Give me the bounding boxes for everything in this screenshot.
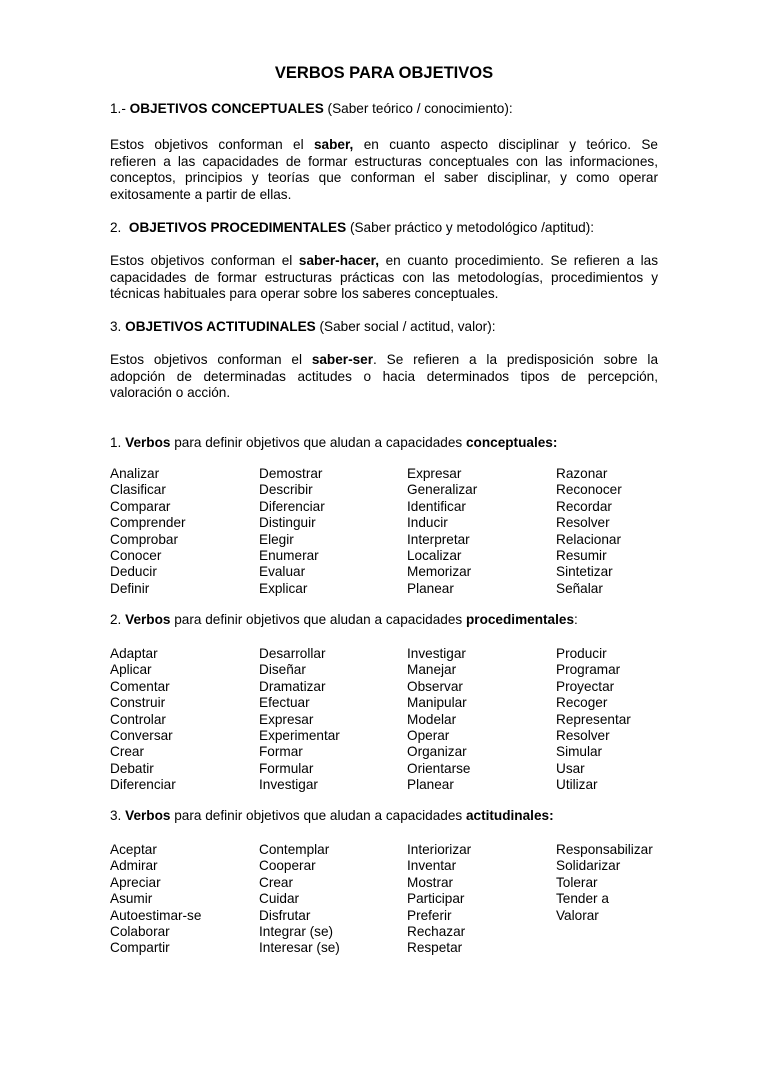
paragraph-line: técnicas habituales para operar sobre los saberes conceptuales. (110, 286, 499, 302)
verb-cell: Utilizar (556, 777, 598, 793)
verb-cell: Proyectar (556, 678, 615, 694)
verb-cell: Simular (556, 744, 603, 760)
verb-row (110, 695, 670, 711)
section-3-title: OBJETIVOS ACTITUDINALES (125, 319, 316, 334)
verb-cell: Crear (110, 744, 144, 760)
verb-cell: Dramatizar (259, 678, 326, 694)
section-3-subtitle: (Saber social / actitud, valor): (315, 319, 496, 334)
verb-cell: Conversar (110, 727, 173, 743)
verb-cell: Localizar (407, 547, 462, 563)
verb-row (110, 662, 670, 678)
verb-cell: Construir (110, 695, 166, 711)
verb-cell: Apreciar (110, 874, 161, 890)
verb-cell: Resumir (556, 547, 607, 563)
verb-row (110, 499, 670, 515)
verb-list-2-table (110, 646, 670, 794)
verb-cell: Señalar (556, 580, 603, 596)
verb-row (110, 482, 670, 498)
verb-cell: Rechazar (407, 923, 466, 939)
verb-cell: Describir (259, 482, 313, 498)
verb-cell: Diferenciar (259, 498, 325, 514)
section-2-subtitle: (Saber práctico y metodológico /aptitud): (346, 220, 595, 235)
verb-row (110, 908, 670, 924)
verb-row (110, 515, 670, 531)
section-1-number: 1.- (110, 101, 130, 116)
verb-row (110, 875, 670, 891)
verb-row (110, 532, 670, 548)
verb-cell: Aceptar (110, 842, 157, 857)
verb-cell: Debatir (110, 760, 154, 776)
verb-cell: Diferenciar (110, 777, 176, 793)
verb-cell: Contemplar (259, 842, 330, 857)
verb-cell: Asumir (110, 891, 153, 907)
verb-row (110, 581, 670, 597)
paragraph-line: Estos objetivos conforman el saber, en cuanto aspecto disciplinar y teórico. Se (110, 137, 658, 152)
verb-cell: Expresar (259, 711, 314, 727)
verb-row (110, 858, 670, 874)
verb-list-3-table (110, 842, 670, 957)
verb-cell: Participar (407, 891, 465, 907)
verb-cell: Diseñar (259, 662, 306, 678)
verb-list-2-heading: 2. Verbos para definir objetivos que aludan a capacidades procedimentales: (110, 612, 578, 627)
verb-cell: Clasificar (110, 482, 166, 498)
verb-row (110, 924, 670, 940)
verb-cell: Comprender (110, 515, 186, 531)
paragraph-line: valoración o acción. (110, 385, 231, 401)
verb-row (110, 940, 670, 956)
verb-cell: Planear (407, 580, 454, 596)
section-2-heading (110, 220, 658, 237)
verb-cell: Producir (556, 646, 607, 661)
verb-row (110, 712, 670, 728)
verb-cell: Demostrar (259, 466, 323, 481)
verb-cell: Mostrar (407, 874, 454, 890)
verb-cell: Investigar (407, 646, 466, 661)
section-1-subtitle: (Saber teórico / conocimiento): (323, 101, 513, 116)
verb-cell: Distinguir (259, 515, 316, 531)
verb-cell: Modelar (407, 711, 457, 727)
verb-cell: Crear (259, 874, 293, 890)
verb-cell: Generalizar (407, 482, 478, 498)
verb-list-1-table (110, 466, 670, 597)
verb-cell: Resolver (556, 515, 610, 531)
verb-row (110, 744, 670, 760)
verb-cell: Planear (407, 777, 454, 793)
verb-list-1-heading: 1. Verbos para definir objetivos que aludan a capacidades conceptuales: (110, 435, 558, 450)
verb-row (110, 548, 670, 564)
paragraph-line: Estos objetivos conforman el saber-ser. Se refieren a la predisposición sobre la (110, 352, 659, 367)
verb-cell: Operar (407, 727, 450, 743)
verb-cell: Inventar (407, 858, 457, 874)
verb-cell: Inducir (407, 515, 448, 531)
verb-cell: Efectuar (259, 695, 310, 711)
section-2-title: OBJETIVOS PROCEDIMENTALES (128, 220, 347, 235)
verb-cell: Aplicar (110, 662, 152, 678)
verb-row (110, 564, 670, 580)
section-3-heading (110, 319, 658, 336)
verb-row (110, 679, 670, 695)
verb-cell: Manipular (407, 695, 467, 711)
verb-cell: Identificar (407, 498, 466, 514)
verb-cell: Interesar (se) (259, 940, 340, 956)
paragraph-line: capacidades de formar estructuras prácticas con las metodologías, procedimientos y (110, 269, 658, 285)
verb-cell: Adaptar (110, 646, 158, 661)
verb-cell: Interiorizar (407, 842, 472, 857)
verb-cell: Cuidar (259, 891, 300, 907)
verb-cell: Tender a (556, 891, 609, 907)
verb-cell: Responsabilizar (556, 842, 653, 857)
verb-cell: Sintetizar (556, 564, 613, 580)
verb-cell: Relacionar (556, 531, 621, 547)
verb-cell: Conocer (110, 547, 162, 563)
verb-cell: Programar (556, 662, 621, 678)
verb-row (110, 891, 670, 907)
verb-cell: Desarrollar (259, 646, 326, 661)
verb-cell: Usar (556, 760, 585, 776)
verb-cell: Experimentar (259, 727, 340, 743)
verb-cell: Colaborar (110, 923, 170, 939)
verb-cell: Compartir (110, 940, 170, 956)
verb-row (110, 777, 670, 793)
verb-cell: Cooperar (259, 858, 316, 874)
verb-cell: Explicar (259, 580, 308, 596)
verb-cell: Comentar (110, 678, 170, 694)
verb-cell: Memorizar (407, 564, 472, 580)
verb-cell: Representar (556, 711, 631, 727)
verb-cell: Formular (259, 760, 314, 776)
verb-row (110, 761, 670, 777)
verb-cell: Investigar (259, 777, 318, 793)
verb-cell: Comprobar (110, 531, 178, 547)
verb-cell: Formar (259, 744, 303, 760)
verb-cell: Orientarse (407, 760, 471, 776)
section-1-title: OBJETIVOS CONCEPTUALES (129, 101, 324, 116)
verb-cell: Disfrutar (259, 907, 311, 923)
verb-cell: Integrar (se) (259, 923, 334, 939)
verb-cell: Admirar (110, 858, 158, 874)
section-1-paragraph (110, 137, 658, 203)
verb-cell: Solidarizar (556, 858, 621, 874)
verb-cell: Comparar (110, 498, 171, 514)
verb-cell: Autoestimar-se (110, 907, 202, 923)
section-3-paragraph (110, 352, 658, 402)
verb-cell: Deducir (110, 564, 157, 580)
verb-row (110, 466, 670, 482)
verb-list-3-heading: 3. Verbos para definir objetivos que aludan a capacidades actitudinales: (110, 808, 554, 823)
verb-cell: Respetar (407, 940, 463, 956)
verb-cell: Resolver (556, 727, 610, 743)
verb-cell: Controlar (110, 711, 166, 727)
paragraph-line: conceptos, principios y teorías que conforman el saber disciplinar, y como operar (110, 170, 658, 186)
verb-cell: Valorar (556, 907, 599, 923)
section-2-paragraph (110, 253, 658, 303)
page-title: VERBOS PARA OBJETIVOS (274, 64, 494, 82)
verb-cell: Tolerar (556, 874, 598, 890)
verb-cell: Manejar (407, 662, 457, 678)
section-2-number: 2. (110, 220, 129, 235)
verb-cell: Razonar (556, 466, 608, 481)
verb-cell: Definir (110, 580, 150, 596)
verb-cell: Enumerar (259, 547, 319, 563)
verb-row (110, 842, 670, 858)
verb-row (110, 646, 670, 662)
verb-cell: Elegir (259, 531, 294, 547)
verb-cell: Recoger (556, 695, 608, 711)
verb-cell: Expresar (407, 466, 462, 481)
verb-cell: Reconocer (556, 482, 622, 498)
verb-cell: Analizar (110, 466, 160, 481)
section-1-heading (110, 101, 658, 118)
verb-cell: Recordar (556, 498, 612, 514)
paragraph-line: refieren a las capacidades de formar estructuras conceptuales con las informaciones, (110, 153, 658, 169)
paragraph-line: adopción de determinadas actitudes o hacia determinados tipos de percepción, (110, 368, 658, 384)
verb-cell: Preferir (407, 907, 452, 923)
verb-cell: Observar (407, 678, 463, 694)
paragraph-line: exitosamente a partir de ellas. (110, 186, 292, 202)
paragraph-line: Estos objetivos conforman el saber-hacer, en cuanto procedimiento. Se refieren a las (110, 253, 658, 268)
section-3-number: 3. (110, 319, 126, 334)
verb-cell: Organizar (407, 744, 467, 760)
verb-cell: Interpretar (407, 531, 470, 547)
verb-row (110, 728, 670, 744)
verb-cell: Evaluar (259, 564, 306, 580)
